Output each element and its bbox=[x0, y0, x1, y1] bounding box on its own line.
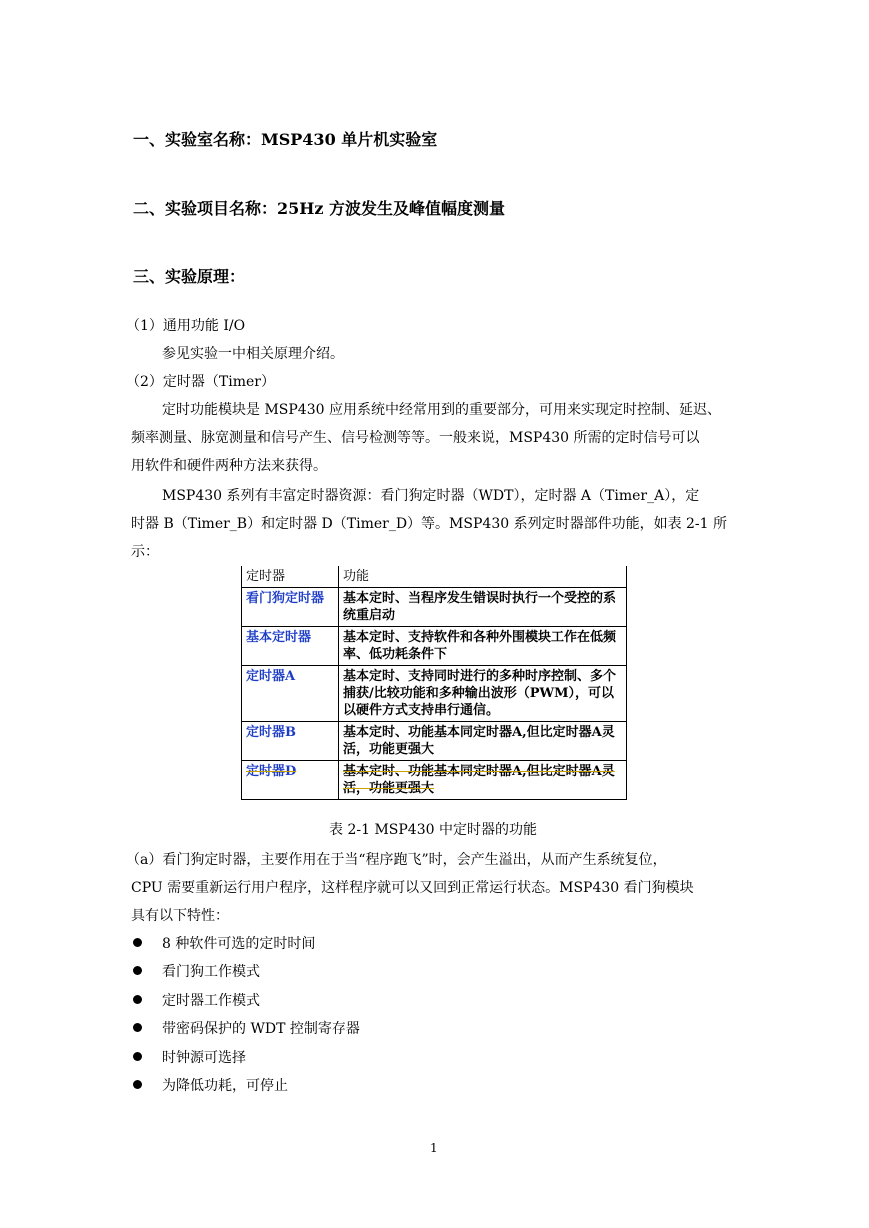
heading-lab-name: 一、实验室名称：MSP430 单片机实验室 bbox=[133, 130, 438, 149]
timer-function-cell: 基本定时、支持同时进行的多种时序控制、多个捕获/比较功能和多种输出波形（PWM），可以以硬件方式支持串行通信。 bbox=[339, 666, 627, 722]
timer-name-cell: 定时器D bbox=[242, 761, 339, 800]
bullet-icon bbox=[133, 1023, 142, 1032]
feature-list-item bbox=[133, 962, 260, 982]
watchdog-paragraph-line-1: （a）看门狗定时器，主要作用在于当“程序跑飞”时，会产生溢出，从而产生系统复位， bbox=[126, 852, 667, 868]
table-row bbox=[242, 722, 627, 761]
table-row bbox=[242, 588, 627, 627]
feature-list-item bbox=[133, 1019, 360, 1039]
heading-project-name: 二、实验项目名称：25Hz 方波发生及峰值幅度测量 bbox=[133, 199, 506, 218]
timer-paragraph-1-line-1: 定时功能模块是 MSP430 应用系统中经常用到的重要部分，可用来实现定时控制、延迟、 bbox=[162, 402, 721, 418]
bullet-icon bbox=[133, 1052, 142, 1061]
feature-text: 时钟源可选择 bbox=[162, 1050, 246, 1066]
timer-name-cell: 定时器B bbox=[242, 722, 339, 761]
timer-paragraph-1-line-3: 用软件和硬件两种方法来获得。 bbox=[131, 458, 327, 474]
timer-paragraph-2-line-1: MSP430 系列有丰富定时器资源：看门狗定时器（WDT），定时器 A（Timer_A），定 bbox=[162, 488, 700, 504]
timer-title: （2）定时器（Timer） bbox=[126, 374, 275, 390]
bullet-icon bbox=[133, 966, 142, 975]
feature-list-item bbox=[133, 1048, 246, 1068]
page-number: 1 bbox=[430, 1141, 438, 1155]
table-header-function: 功能 bbox=[339, 566, 627, 588]
timer-function-cell: 基本定时、当程序发生错误时执行一个受控的系统重启动 bbox=[339, 588, 627, 627]
feature-list-item bbox=[133, 934, 315, 954]
bullet-icon bbox=[133, 1080, 142, 1089]
io-title: （1）通用功能 I/O bbox=[126, 318, 246, 334]
heading-principle: 三、实验原理： bbox=[133, 267, 246, 286]
watchdog-paragraph-line-2: CPU 需要重新运行用户程序，这样程序就可以又回到正常运行状态。MSP430 看门狗模块 bbox=[131, 880, 694, 896]
table-header-row bbox=[242, 566, 627, 588]
timer-paragraph-2-line-2: 时器 B（Timer_B）和定时器 D（Timer_D）等。MSP430 系列定时器部件功能，如表 2-1 所 bbox=[131, 516, 728, 532]
feature-list-item bbox=[133, 1076, 288, 1096]
feature-text: 8 种软件可选的定时时间 bbox=[162, 936, 316, 952]
timer-paragraph-1-line-2: 频率测量、脉宽测量和信号产生、信号检测等等。一般来说，MSP430 所需的定时信号可以 bbox=[131, 430, 700, 446]
feature-list-item bbox=[133, 991, 260, 1011]
timer-function-table bbox=[241, 566, 627, 800]
table-header-timer: 定时器 bbox=[242, 566, 339, 588]
watchdog-paragraph-line-3: 具有以下特性： bbox=[131, 908, 229, 924]
bullet-icon bbox=[133, 938, 142, 947]
table-caption: 表 2-1 MSP430 中定时器的功能 bbox=[329, 822, 537, 838]
table-row bbox=[242, 627, 627, 666]
timer-name-cell: 定时器A bbox=[242, 666, 339, 722]
table-row bbox=[242, 761, 627, 800]
timer-function-cell: 基本定时、功能基本同定时器A,但比定时器A灵活，功能更强大 bbox=[339, 722, 627, 761]
timer-function-cell: 基本定时、功能基本同定时器A,但比定时器A灵活，功能更强大 bbox=[339, 761, 627, 800]
timer-name-cell: 基本定时器 bbox=[242, 627, 339, 666]
feature-text: 定时器工作模式 bbox=[162, 993, 260, 1009]
timer-name-cell: 看门狗定时器 bbox=[242, 588, 339, 627]
timer-function-cell: 基本定时、支持软件和各种外围模块工作在低频率、低功耗条件下 bbox=[339, 627, 627, 666]
table-row bbox=[242, 666, 627, 722]
bullet-icon bbox=[133, 995, 142, 1004]
timer-paragraph-2-line-3: 示： bbox=[131, 544, 159, 560]
io-reference: 参见实验一中相关原理介绍。 bbox=[162, 346, 344, 362]
feature-text: 带密码保护的 WDT 控制寄存器 bbox=[162, 1021, 360, 1037]
feature-text: 看门狗工作模式 bbox=[162, 964, 260, 980]
feature-text: 为降低功耗，可停止 bbox=[162, 1078, 288, 1094]
